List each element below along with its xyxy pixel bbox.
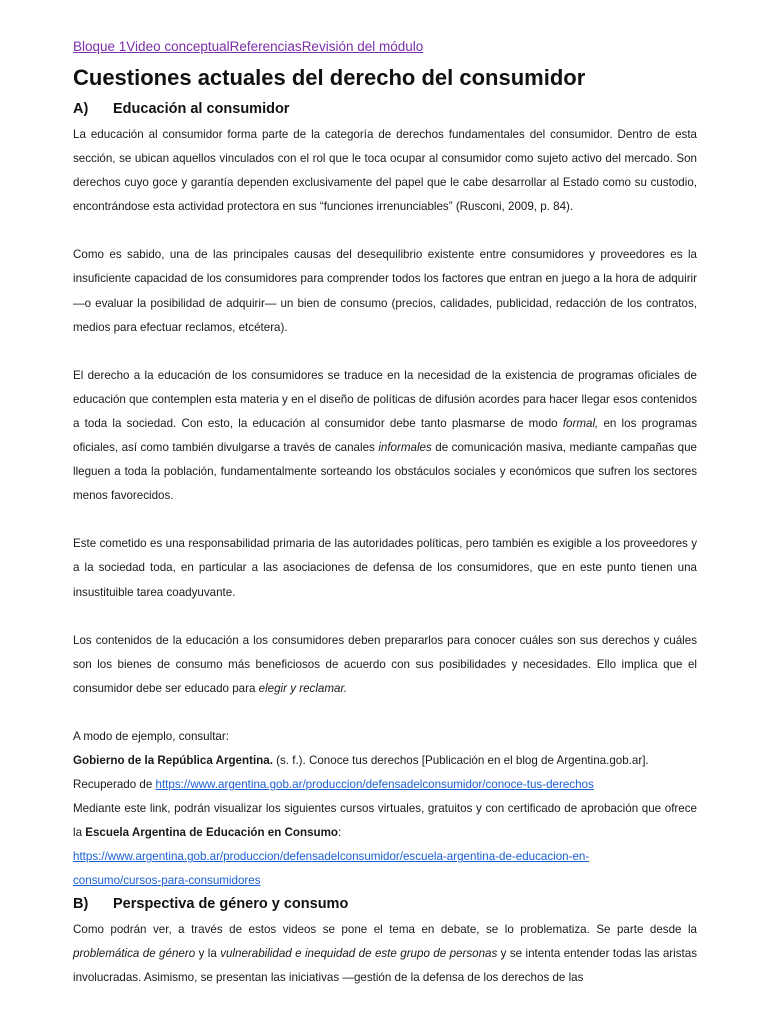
paragraph-a3-emphasis-informales: informales — [378, 441, 432, 455]
conoce-tus-derechos-link[interactable]: https://www.argentina.gob.ar/produccion/defensadelconsumidor/conoce-tus-derechos — [155, 778, 594, 792]
paragraph-a3-text-1: El derecho a la educación de los consumidores se traduce en la necesidad de la existencia de programas oficiales de educación que contemplen esta materia y en el diseño de políticas de difusión acordes para hacer llegar esos contenidos a toda la sociedad. Con esto, la educación al consumidor debe tanto plasmarse de modo — [73, 368, 697, 430]
page-title: Cuestiones actuales del derecho del consumidor — [73, 65, 586, 90]
nav-link-bloque-1[interactable]: Bloque 1 — [73, 39, 127, 54]
cursos-link-part-1[interactable]: https://www.argentina.gob.ar/produccion/defensadelconsumidor/escuela-argentina-de-educacion-en- — [73, 850, 590, 864]
paragraph-a2: Como es sabido, una de las principales causas del desequilibrio existente entre consumidores y proveedores es la insuficiente capacidad de los consumidores para comprender todos los factores que entran en juego a la hora de adquirir —o evaluar la posibilidad de adquirir— un bien de consumo (precios, calidades, publicidad, redacción de los contratos, medios para efectuar reclamos, etcétera). — [73, 248, 697, 334]
paragraph-a4: Este cometido es una responsabilidad primaria de las autoridades políticas, pero también es exigible a los proveedores y a la sociedad toda, en particular a las asociaciones de defensa de los consumidores, que en este punto tienen una insustituible tarea coadyuvante. — [73, 537, 697, 599]
example-intro: A modo de ejemplo, consultar: — [73, 729, 229, 743]
paragraph-a5 — [73, 629, 697, 701]
reference-entry — [73, 749, 697, 773]
paragraph-b1-text-3: y se intenta entender todas las aristas involucradas. Asimismo, se presentan las iniciativas —gestión de la defensa de los derechos de las — [73, 946, 697, 984]
section-b-number: B) — [73, 895, 89, 912]
paragraph-b1 — [73, 918, 697, 990]
reference-details: (s. f.). Conoce tus derechos [Publicación en el blog de Argentina.gob.ar]. — [272, 753, 649, 767]
section-a-number: A) — [73, 101, 89, 117]
courses-link-line-2 — [73, 869, 697, 893]
paragraph-a3-text-2: en los programas oficiales, así como también divulgarse a través de canales — [73, 416, 697, 455]
section-b-heading — [73, 894, 697, 914]
paragraph-a3-text-3: de comunicación masiva, mediante campañas que lleguen a toda la población, fundamentalmente sorteando los obstáculos sociales y económicos que sufren los sectores menos favorecidos. — [73, 441, 697, 503]
recovered-label: Recuperado de — [73, 778, 156, 792]
paragraph-a3 — [73, 364, 697, 509]
courses-link-line-1 — [73, 845, 697, 869]
paragraph-b1-emphasis-2: vulnerabilidad e inequidad de este grupo de personas — [220, 946, 498, 960]
paragraph-a3-emphasis-formal: formal, — [562, 416, 599, 430]
courses-school-name: Escuela Argentina de Educación en Consumo — [85, 826, 339, 840]
paragraph-b1-emphasis-1: problemática de género — [73, 946, 196, 960]
courses-colon: : — [338, 826, 342, 840]
paragraph-a1: La educación al consumidor forma parte de la categoría de derechos fundamentales del consumidor. Dentro de esta sección, se ubican aquellos vinculados con el rol que le toca ocupar al consumidor como sujeto activo del mercado. Son derechos cuyo goce y garantía dependen exclusivamente del papel que le cabe desarrollar al Estado como su custodio, encontrándose esta actividad protectora en sus “funciones irrenunciables” (Rusconi, 2009, p. 84). — [73, 128, 697, 214]
nav-link-referencias[interactable]: Referencias — [229, 39, 302, 54]
paragraph-b1-text-2: y la — [195, 946, 221, 960]
module-nav — [73, 38, 697, 56]
reference-author: Gobierno de la República Argentina. — [73, 753, 273, 767]
paragraph-a5-text: Los contenidos de la educación a los consumidores deben prepararlos para conocer cuáles son sus derechos y cuáles son los bienes de consumo más beneficiosos de acuerdo con sus posibilidades y necesidades. Ello implica que el consumidor debe ser educado para — [73, 633, 697, 695]
section-b-title: Perspectiva de género y consumo — [113, 895, 349, 912]
paragraph-b1-text-1: Como podrán ver, a través de estos videos se pone el tema en debate, se lo problematiza. Se parte desde la — [73, 922, 697, 936]
nav-link-revision-modulo[interactable]: Revisión del módulo — [301, 39, 424, 54]
courses-paragraph — [73, 797, 697, 845]
section-a-title: Educación al consumidor — [113, 101, 290, 117]
courses-text: Mediante este link, podrán visualizar los siguientes cursos virtuales, gratuitos y con certificado de aprobación que ofrece la — [73, 802, 697, 840]
paragraph-a5-emphasis: elegir y reclamar. — [258, 681, 348, 695]
recovered-line — [73, 773, 697, 797]
cursos-link-part-2[interactable]: consumo/cursos-para-consumidores — [73, 874, 261, 888]
section-a-heading — [73, 99, 697, 119]
nav-link-video-conceptual[interactable]: Video conceptual — [126, 39, 230, 54]
